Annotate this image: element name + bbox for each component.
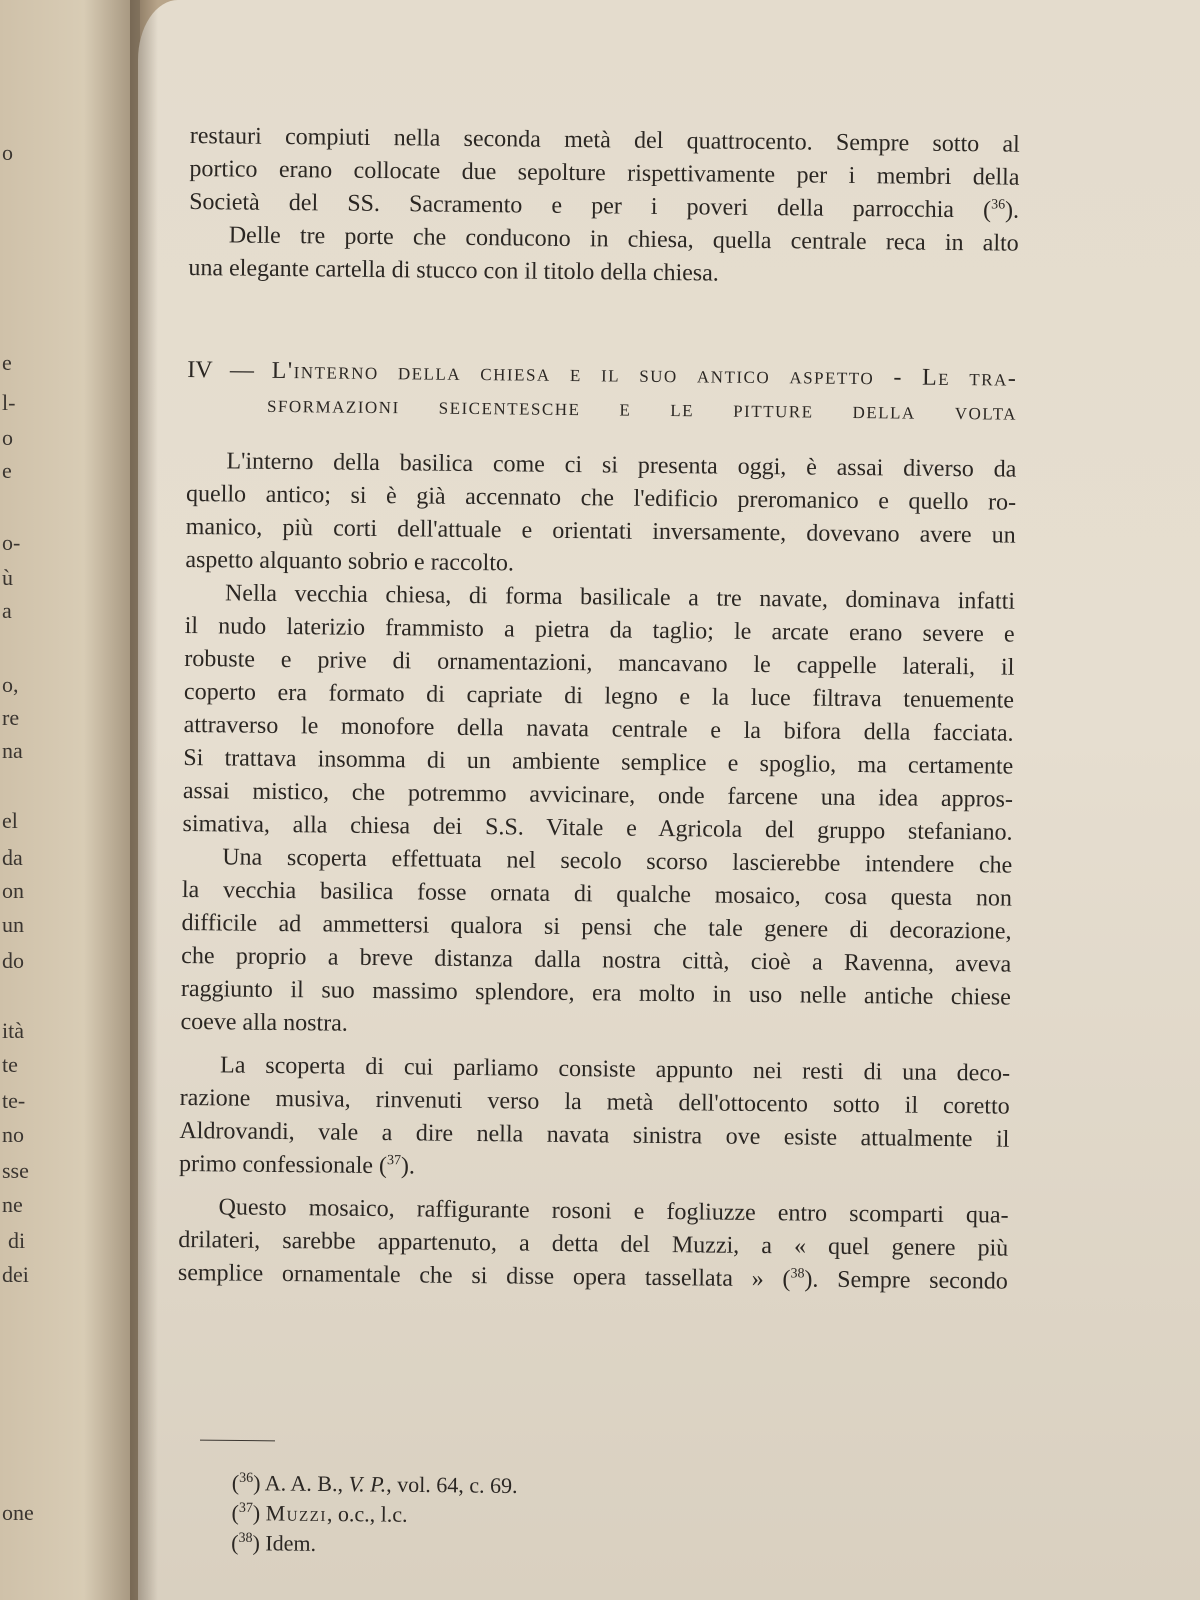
text-line: aspetto alquanto sobrio e raccolto. [185, 546, 515, 577]
margin-fragment: re [2, 705, 20, 730]
page-text [178, 120, 1020, 1299]
text-line: una elegante cartella di stucco con il titolo della chiesa. [188, 254, 720, 287]
text-line: Delle tre porte che conducono in chiesa, quella centrale reca in alto [228, 222, 1019, 257]
text-line: che proprio a breve distanza dalla nostra città, cioè a Ravenna, aveva [181, 942, 1012, 978]
footnote-ref: 38 [790, 1266, 805, 1282]
text-line: Questo mosaico, raffigurante rosoni e fogliuzze entro scomparti qua- [218, 1194, 1009, 1229]
margin-fragment: dei [2, 1262, 29, 1287]
margin-fragment: sse [2, 1158, 29, 1183]
left-page-edge [0, 0, 140, 1600]
footnote-ref: 37 [386, 1153, 402, 1169]
text-line: primo confessionale ($^{37}$). [178, 1150, 416, 1180]
text-line: manico, più corti dell'attuale e orientati inversamente, dovevano avere un [185, 513, 1016, 549]
footnote: ($^{38}$) Idem. [231, 1529, 317, 1556]
text-line: assai mistico, che potremmo avvicinare, onde farcene una idea appros- [182, 777, 1014, 813]
text-line: Nella vecchia chiesa, di forma basilicale a tre navate, dominava infatti [224, 580, 1016, 615]
margin-fragment: e [2, 350, 12, 375]
paragraph [179, 1049, 1010, 1190]
margin-fragment: ù [2, 565, 13, 590]
paragraph [180, 841, 1012, 1048]
text-line: Si trattava insomma di un ambiente semplice e spoglio, ma certamente [183, 744, 1014, 780]
margin-fragment: no [2, 1122, 24, 1147]
text-line: Una scoperta effettuata nel secolo scorso lascierebbe intendere che [222, 844, 1013, 879]
text-line: La scoperta di cui parliamo consiste appunto nei resti di una deco- [219, 1052, 1011, 1087]
text-line: L'interno della basilica come ci si presenta oggi, è assai diverso da [226, 448, 1017, 483]
margin-fragment: e [2, 458, 12, 483]
text-line: difficile ad ammettersi qualora si pensi che tale genere di decorazione, [181, 909, 1012, 945]
margin-fragment: te [2, 1052, 18, 1077]
margin-fragment: on [2, 878, 24, 903]
margin-fragment: un [2, 912, 24, 937]
text-line: razione musiva, rinvenuti verso la metà dell'ottocento sotto il coretto [179, 1084, 1010, 1120]
margin-fragment: o- [2, 530, 21, 555]
paragraph [185, 445, 1016, 586]
margin-fragment: do [2, 948, 24, 973]
paragraph [178, 1191, 1009, 1299]
footnote-ref: 36 [991, 197, 1006, 213]
margin-fragment: one [2, 1500, 34, 1525]
text-line: Società del SS. Sacramento e per i poveri della parrocchia ($^{36}$). [189, 188, 1020, 224]
text-line: quello antico; si è già accennato che l'edificio preromanico e quello ro- [185, 480, 1017, 516]
section-heading [187, 353, 1018, 430]
margin-fragment: l- [2, 390, 16, 415]
section-title-line-2: sformazioni seicentesche e le pitture della volta [266, 391, 1018, 426]
text-line: drilateri, sarebbe appartenuto, a detta del Muzzi, a « quel genere più [178, 1226, 1009, 1262]
footnote: ($^{36}$) A. A. B., V. P., vol. 64, c. 69. [231, 1469, 518, 1498]
text-line: attraverso le monofore della navata centrale e la bifora della facciata. [183, 711, 1014, 747]
margin-fragment: el [2, 808, 18, 833]
footnote: ($^{37}$) Muzzi, o.c., l.c. [231, 1499, 408, 1527]
margin-fragment: a [2, 598, 12, 623]
footnotes [231, 1468, 832, 1564]
paragraph [182, 577, 1015, 850]
margin-fragment: da [2, 845, 23, 870]
text-line: la vecchia basilica fosse ornata di qualche mosaico, cosa questa non [181, 876, 1013, 912]
margin-fragment: o [2, 425, 13, 450]
text-line: semplice ornamentale che si disse opera tassellata » ($^{38}$). Sempre secondo [177, 1259, 1009, 1295]
book-spine-shadow [130, 0, 158, 1600]
margin-fragment: di [8, 1228, 26, 1253]
text-line: restauri compiuti nella seconda metà del quattrocento. Sempre sotto al [189, 122, 1020, 158]
margin-fragment: o [2, 140, 13, 165]
text-line: il nudo laterizio frammisto a pietra da taglio; le arcate erano severe e [184, 612, 1015, 648]
text-line: portico erano collocate due sepolture rispettivamente per i membri della [189, 155, 1020, 191]
text-line: coperto era formato di capriate di legno e la luce filtrava tenuemente [183, 678, 1015, 714]
text-line: robuste e prive di ornamentazioni, mancavano le cappelle laterali, il [184, 645, 1015, 681]
section-number: IV — [187, 356, 272, 384]
margin-fragment: o, [2, 672, 19, 697]
text-line: coeve alla nostra. [180, 1008, 348, 1037]
margin-fragment: te- [2, 1088, 26, 1113]
text-line: Aldrovandi, vale a dire nella navata sinistra ove esiste attualmente il [179, 1117, 1010, 1153]
section-title-line-1: L'interno della chiesa e il suo antico aspetto - Le tra- [271, 357, 1018, 392]
margin-fragment: ità [2, 1018, 24, 1043]
text-line: raggiunto il suo massimo splendore, era molto in uso nelle antiche chiese [180, 975, 1011, 1011]
margin-fragment: ne [2, 1192, 23, 1217]
margin-fragment: na [2, 738, 23, 763]
text-line: simativa, alla chiesa dei S.S. Vitale e Agricola del gruppo stefaniano. [182, 810, 1013, 846]
